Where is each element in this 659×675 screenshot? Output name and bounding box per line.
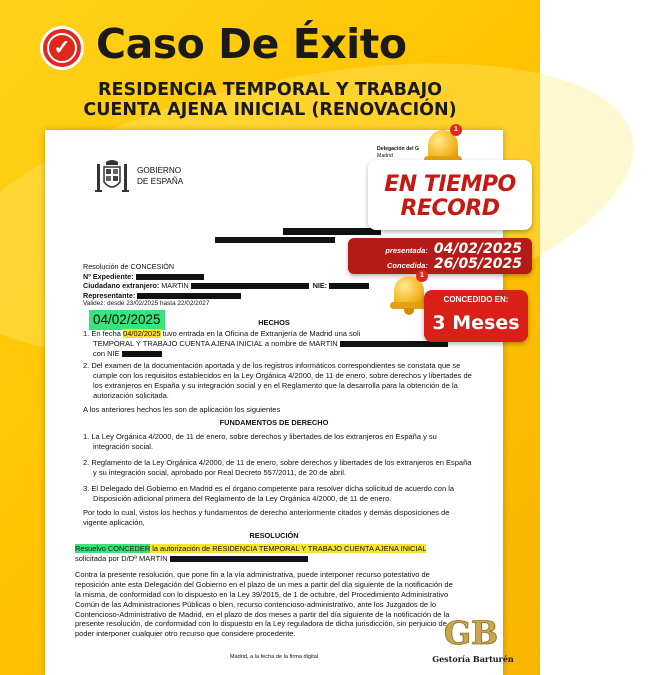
resolution-statement: Resuelvo CONCEDER la autorización de RESIDENCIA TEMPORAL Y TRABAJO CUENTA AJENA INICIAL [75, 544, 427, 553]
redaction-bar [283, 228, 381, 235]
spain-coat-of-arms-icon [95, 158, 129, 196]
dates-panel [348, 238, 532, 274]
signature-line: Madrid, a la fecha de la firma digital [229, 654, 319, 660]
resolucion-heading: RESOLUCIÓN [249, 531, 299, 540]
fundamentos-footer: Por todo lo cual, vistos los hechos y fundamentos de derecho anteriormente citados y demás disposiciones de vigente aplicación, [83, 508, 450, 527]
fundamento-2: 2. Reglamento de la Ley Orgánica 4/2000, de 11 de enero, sobre derechos y libertades de los extranjeros en España y su integración social, aprobado por Real Decreto 557/2011, de 20 de abril. [83, 458, 472, 477]
presentada-value: 04/02/2025 [433, 241, 522, 257]
delegation-header: Delegación del G Madrid [377, 146, 420, 160]
submission-date-chip: 04/02/2025 [89, 310, 165, 330]
fundamentos-heading: FUNDAMENTOS DE DERECHO [219, 418, 329, 427]
redaction-bar [215, 237, 335, 243]
resolution-header: Resolución de CONCESIÓN Nº Expediente: Ciudadano extranjero: MARTIN NIE: Representante: Validez: desde 23/02/2025 hasta 22/02/2027 [83, 262, 383, 308]
record-time-badge: EN TIEMPO RECORD [368, 160, 532, 230]
gestoria-logo-icon [443, 612, 499, 652]
granted-duration-badge: CONCEDIDO EN: 3 Meses [424, 290, 528, 342]
fundamento-3: 3. El Delegado del Gobierno en Madrid es el órgano competente para resolver dicha solicitud de acuerdo con la Disposición adicional primera del Reglamento de la Ley Orgánica 4/2000, de 11 de enero. [83, 484, 455, 503]
main-title: Caso De Éxito [96, 20, 407, 68]
hecho-1: 1. En fecha 04/02/2025 tuvo entrada en la Oficina de Extranjería de Madrid una soli TEMPORAL Y TRABAJO CUENTA AJENA INICIAL a nombre de MARTIN con NIE [83, 329, 475, 359]
bell-icon: 1 [388, 272, 432, 316]
bell-icon: 1 [422, 126, 466, 170]
solicitante-line: solicitada por D/Dª MARTIN [75, 554, 467, 564]
check-circle-icon: ✓ [40, 26, 84, 70]
hechos-footer: A los anteriores hechos les son de aplicación los siguientes [83, 405, 281, 414]
presentada-label: presentada: [385, 246, 428, 255]
hecho-2: 2. Del examen de la documentación aportada y de los registros informáticos correspondientes se constata que se cumple con los requisitos establecidos en la Ley Orgánica 4/2000, de 11 de enero, sobre derechos y libertades de los extranjeros en España y su integración social y en el Reglamento que la desarrolla para la obtención de la autorización solicitada. [83, 361, 472, 400]
concedida-label: Concedida: [387, 261, 428, 270]
concedida-value: 26/05/2025 [433, 256, 522, 272]
fundamento-1: 1. La Ley Orgánica 4/2000, de 11 de enero, sobre derechos y libertades de los extranjeros en España y su integración social. [83, 432, 437, 451]
subtitle-line1: RESIDENCIA TEMPORAL Y TRABAJO [98, 80, 442, 100]
svg-text:GB: GB [443, 614, 499, 652]
recurso-paragraph: Contra la presente resolución, que pone fin a la vía administrativa, puede interponer recurso potestativo de reposición ante esta Delegación del Gobierno en el plazo de un mes a partir del día siguiente de la notificación de la misma, de conformidad con lo dispuesto en la Ley 39/2015, de 1 de octubre, del Procedimiento Administrativo Común de las Administraciones Públicas o bien, recurso contencioso-administrativo, ante los Juzgados de lo Contencioso-Administrativo de Madrid, en el plazo de dos meses a partir del día siguiente de la notificación de la presente resolución, de conformidad con lo dispuesto en la Ley reguladora de dicha jurisdicción, sin perjuicio de poder interponer cualquier otro recurso que considere procedente. [75, 570, 453, 639]
brand-name: Gestoría Barturén [432, 654, 514, 664]
subtitle-line2: CUENTA AJENA INICIAL (RENOVACIÓN) [83, 100, 457, 120]
hechos-heading: HECHOS [258, 318, 290, 327]
government-label: GOBIERNO DE ESPAÑA [137, 166, 184, 186]
